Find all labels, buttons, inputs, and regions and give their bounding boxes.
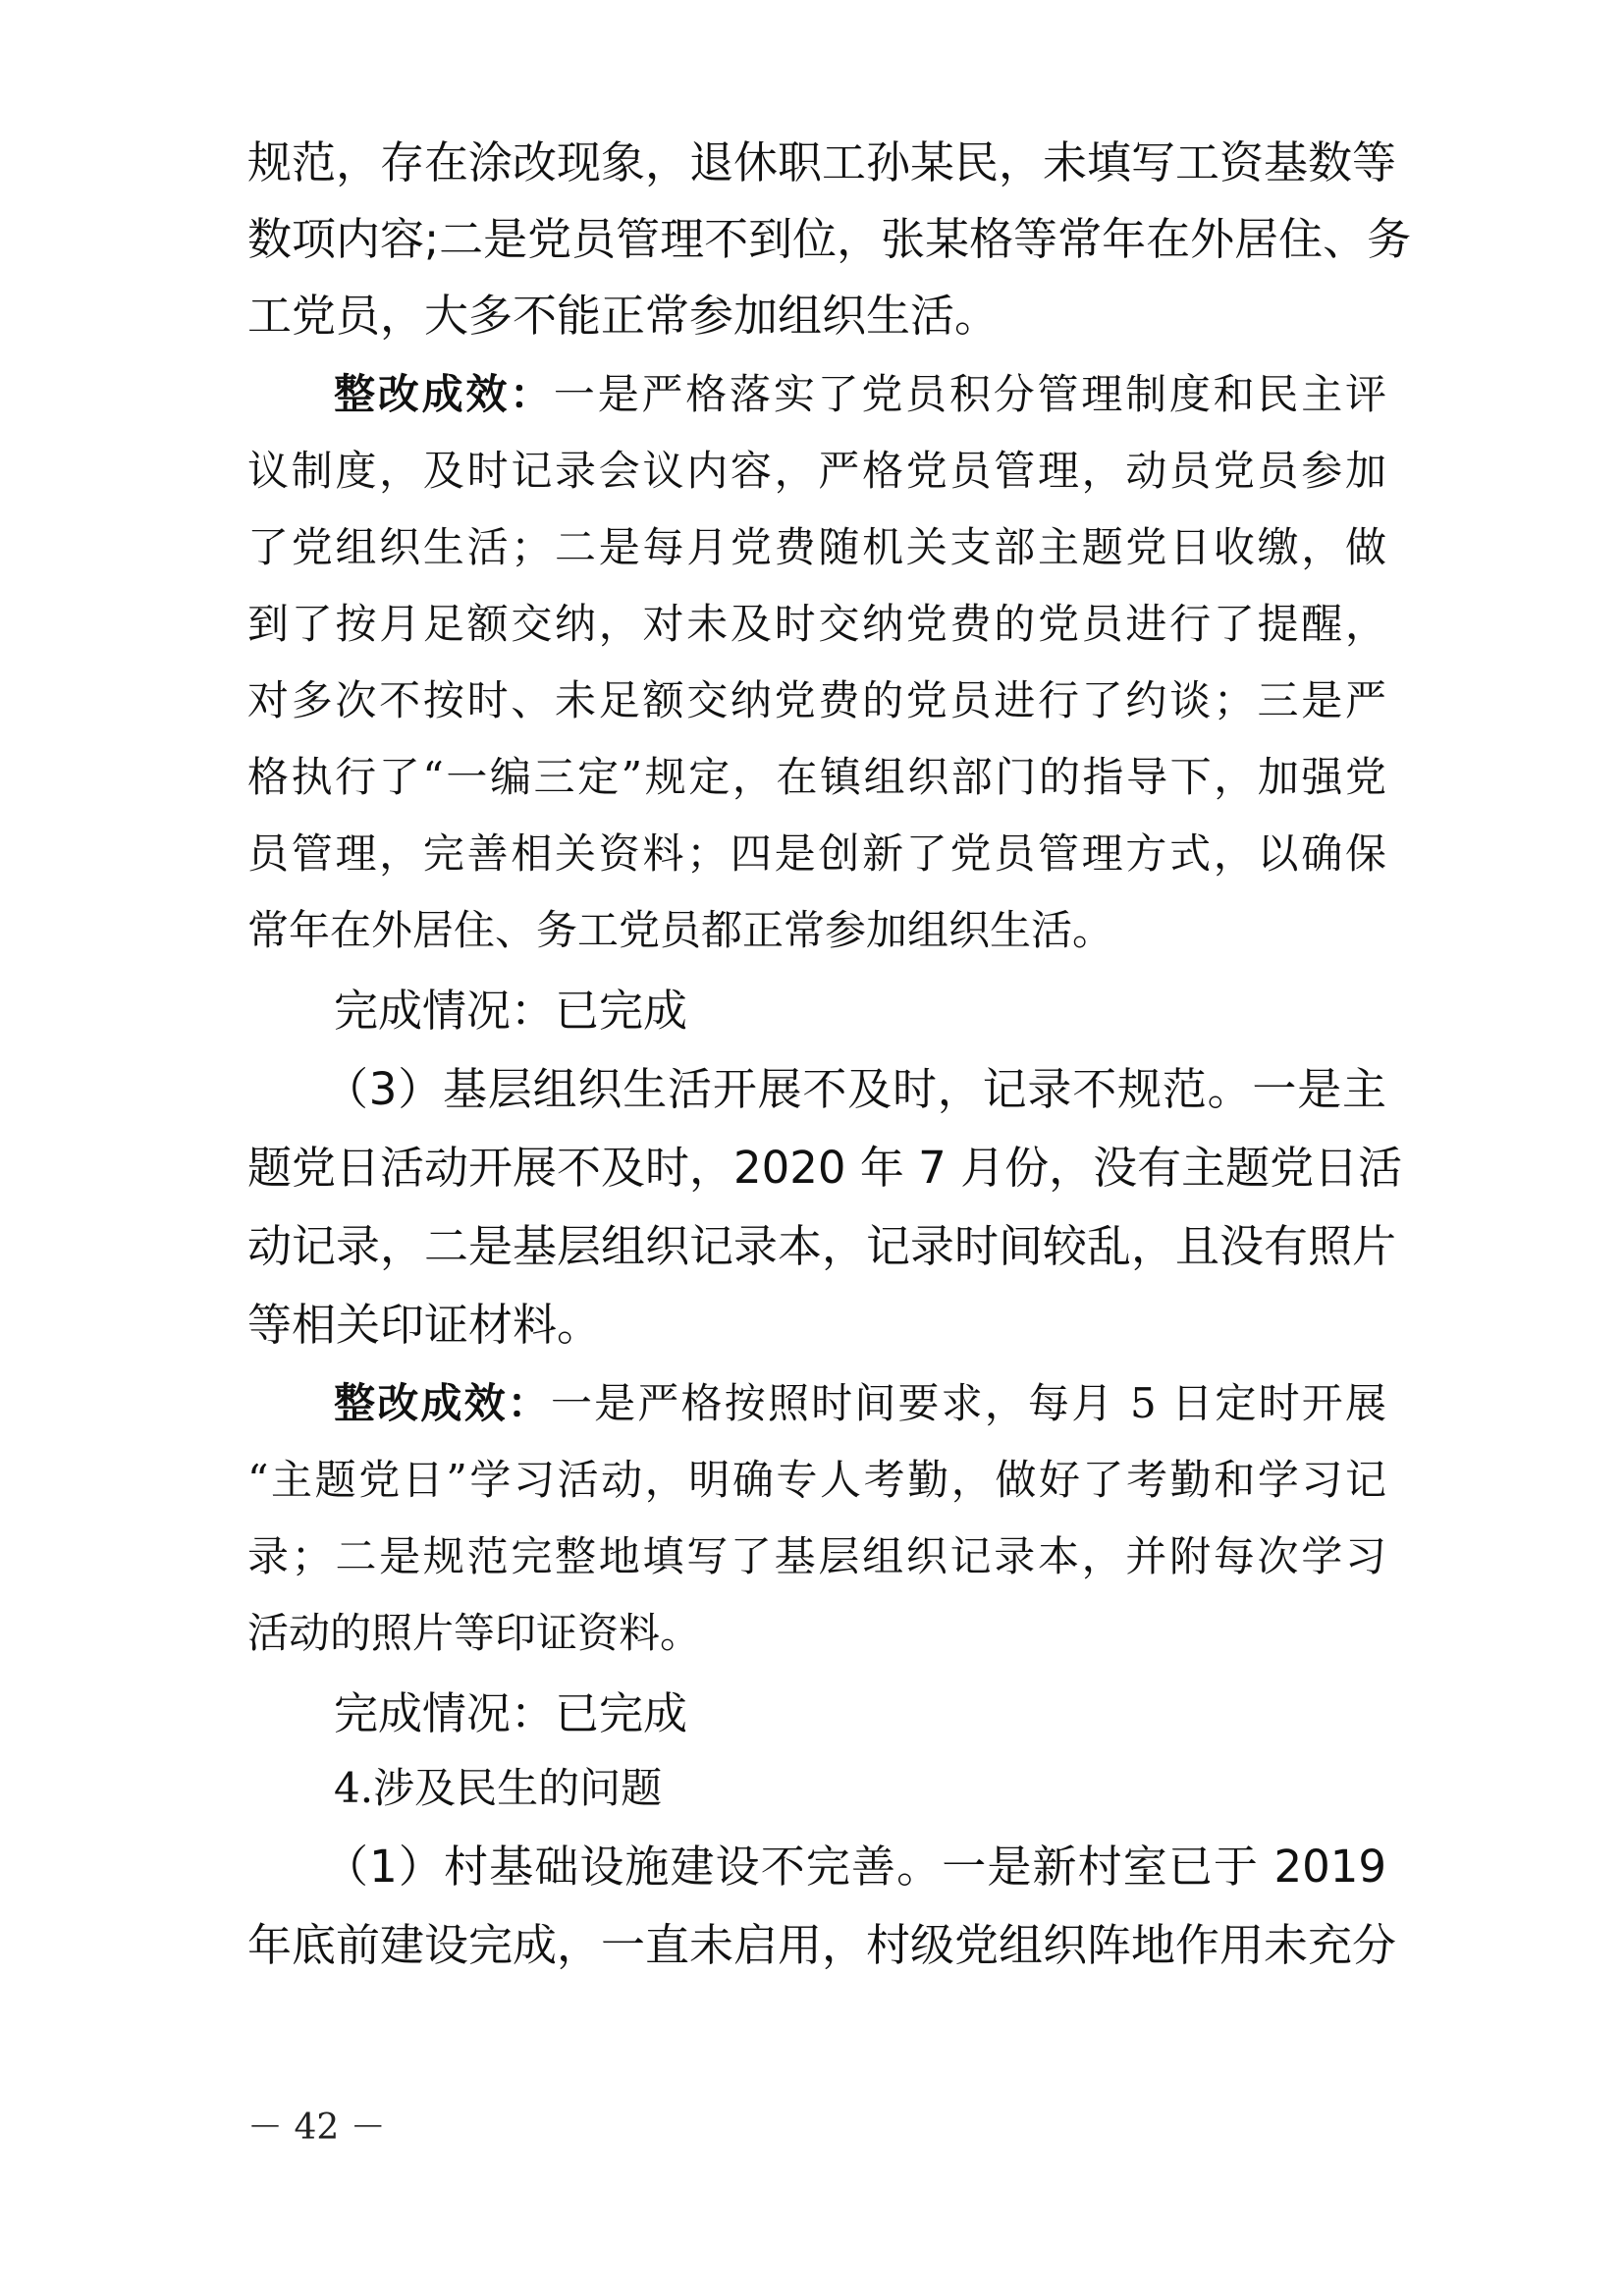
paragraph-line: 数项内容;二是党员管理不到位，张某格等常年在外居住、务: [247, 213, 1412, 265]
issue-line: 年底前建设完成，一直未启用，村级党组织阵地作用未充分: [247, 1919, 1397, 1971]
rectification-effect-first-line: [334, 1364, 1386, 1443]
paragraph-line: 工党员，大多不能正常参加组织生活。: [247, 290, 1000, 342]
rectification-effect-line: 到了按月足额交纳，对未及时交纳党费的党员进行了提醒，: [247, 600, 1386, 648]
rectification-effect-line: 议制度，及时记录会议内容，严格党员管理，动员党员参加: [247, 447, 1386, 495]
rectification-effect-line: 了党组织生活；二是每月党费随机关支部主题党日收缴，做: [247, 523, 1386, 571]
rectification-effect-line: 常年在外居住、务工党员都正常参加组织生活。: [247, 906, 1114, 954]
issue-line: （1）村基础设施建设不完善。一是新村室已于 2019: [324, 1841, 1386, 1893]
completion-status: 完成情况：已完成: [334, 985, 688, 1037]
section-heading: 4.涉及民生的问题: [334, 1764, 663, 1812]
rectification-effect-text: 一是严格落实了党员积分管理制度和民主评: [553, 370, 1386, 418]
rectification-effect-text: 一是严格按照时间要求，每月 5 日定时开展: [550, 1379, 1386, 1427]
rectification-effect-line: 对多次不按时、未足额交纳党费的党员进行了约谈；三是严: [247, 676, 1386, 724]
issue-line: （3）基层组织生活开展不及时，记录不规范。一是主: [324, 1063, 1386, 1115]
rectification-effect-label: 整改成效：: [334, 370, 554, 418]
paragraph-line: 规范，存在涂改现象，退休职工孙某民，未填写工资基数等: [247, 136, 1397, 188]
rectification-effect-line: 活动的照片等印证资料。: [247, 1609, 702, 1657]
rectification-effect-first-line: [334, 355, 1386, 434]
issue-line: 等相关印证材料。: [247, 1299, 602, 1351]
completion-status: 完成情况：已完成: [334, 1687, 688, 1739]
page-number: － 42 －: [247, 2108, 386, 2148]
rectification-effect-line: “主题党日”学习活动，明确专人考勤，做好了考勤和学习记: [247, 1456, 1386, 1504]
rectification-effect-line: 员管理，完善相关资料；四是创新了党员管理方式，以确保: [247, 829, 1386, 878]
rectification-effect-line: 格执行了“一编三定”规定，在镇组织部门的指导下，加强党: [247, 753, 1386, 801]
rectification-effect-label: 整改成效：: [334, 1379, 551, 1427]
rectification-effect-line: 录；二是规范完整地填写了基层组织记录本，并附每次学习: [247, 1532, 1386, 1580]
issue-line: 动记录，二是基层组织记录本，记录时间较乱，且没有照片: [247, 1220, 1397, 1272]
issue-line: 题党日活动开展不及时，2020 年 7 月份，没有主题党日活: [247, 1142, 1403, 1194]
